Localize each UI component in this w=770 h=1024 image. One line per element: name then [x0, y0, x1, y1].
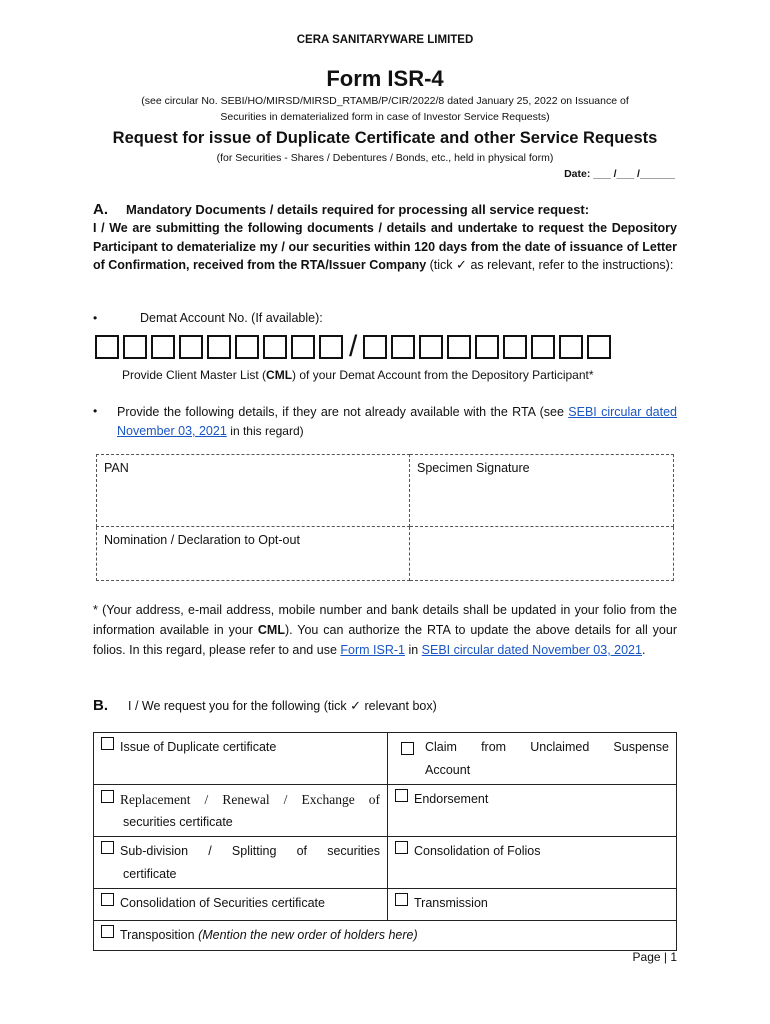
nomination-label: Nomination / Declaration to Opt-out	[104, 533, 300, 547]
section-b-heading-post: relevant box)	[364, 699, 437, 713]
option-replacement-label-1: Replacement / Renewal / Exchange of	[120, 792, 380, 807]
option-transposition-label: Transposition	[120, 928, 195, 942]
demat-digit-box[interactable]	[419, 335, 443, 359]
service-request-table	[93, 732, 677, 951]
section-a-heading	[93, 201, 589, 218]
option-duplicate[interactable]	[94, 733, 388, 785]
sebi-link-1-part-a: SEBI	[568, 405, 597, 419]
option-subdivision-label-1: Sub-division / Splitting of securities	[120, 844, 380, 858]
demat-digit-box[interactable]	[179, 335, 203, 359]
demat-digit-box[interactable]	[587, 335, 611, 359]
option-claim[interactable]	[388, 733, 677, 785]
specimen-signature-label: Specimen Signature	[417, 461, 530, 475]
nomination-cell[interactable]	[97, 527, 410, 581]
option-endorsement[interactable]	[388, 785, 677, 837]
company-name: CERA SANITARYWARE LIMITED	[296, 34, 474, 46]
section-b-heading	[93, 697, 437, 714]
checkbox-duplicate[interactable]	[101, 737, 114, 750]
option-transposition[interactable]	[94, 921, 677, 951]
option-consolidation-folios-label: Consolidation of Folios	[414, 844, 541, 858]
option-duplicate-label: Issue of Duplicate certificate	[120, 740, 277, 754]
checkbox-consolidation-securities[interactable]	[101, 893, 114, 906]
option-transmission[interactable]	[388, 889, 677, 921]
note-cml: CML	[257, 623, 285, 637]
details-table	[96, 454, 674, 581]
demat-digit-box[interactable]	[123, 335, 147, 359]
pan-label: PAN	[104, 461, 129, 475]
option-claim-label-1: Claim from Unclaimed Suspense	[425, 740, 669, 754]
address-note-paragraph	[93, 600, 677, 660]
demat-digit-box[interactable]	[447, 335, 471, 359]
request-title: Request for issue of Duplicate Certificate and other Service Requests	[112, 129, 658, 147]
note-in: in	[408, 643, 419, 657]
provide-details-suffix: in this regard)	[230, 424, 304, 438]
cml-post: ) of your Demat Account from the Depository Participant*	[292, 368, 594, 382]
pan-cell[interactable]	[97, 455, 410, 527]
demat-account-label: Demat Account No. (If available):	[140, 311, 323, 325]
sebi-link-1-part-b: circular dated November 03, 2021	[117, 405, 677, 438]
date-blank: ___ /___ /______	[593, 168, 675, 180]
note-text-mid: ). You can authorize the RTA to update the above details for all your folios. In this regard, please refer to and use	[93, 623, 677, 657]
circular-reference-line1: (see circular No. SEBI/HO/MIRSD/MIRSD_RTAMB/P/CIR/2022/8 dated January 25, 2022 on Issuance of	[141, 95, 629, 107]
cml-bold: CML	[266, 368, 293, 382]
provide-details-paragraph	[117, 403, 677, 441]
demat-digit-box[interactable]	[531, 335, 555, 359]
sebi-circular-link-2[interactable]	[422, 643, 642, 657]
date-field[interactable]	[564, 168, 675, 180]
option-replacement[interactable]	[94, 785, 388, 837]
checkbox-replacement[interactable]	[101, 790, 114, 803]
option-transmission-label: Transmission	[414, 896, 488, 910]
demat-digit-box[interactable]	[95, 335, 119, 359]
option-consolidation-securities-label: Consolidation of Securities certificate	[120, 896, 325, 910]
tick-note-post: as relevant, refer to the instructions):	[470, 258, 674, 272]
option-consolidation-folios[interactable]	[388, 837, 677, 889]
checkbox-claim[interactable]	[401, 742, 414, 755]
bullet-icon: •	[93, 404, 98, 418]
demat-digit-box[interactable]	[151, 335, 175, 359]
option-consolidation-securities[interactable]	[94, 889, 388, 921]
demat-digit-box[interactable]	[363, 335, 387, 359]
checkbox-subdivision[interactable]	[101, 841, 114, 854]
demat-digit-box[interactable]	[207, 335, 231, 359]
section-a-letter: A.	[93, 201, 108, 218]
securities-note: (for Securities - Shares / Debentures / Bonds, etc., held in physical form)	[216, 152, 554, 164]
option-subdivision[interactable]	[94, 837, 388, 889]
demat-digit-box[interactable]	[475, 335, 499, 359]
section-a-title: Mandatory Documents / details required for processing all service request:	[126, 202, 590, 217]
option-claim-label-2: Account	[425, 763, 471, 777]
date-label: Date:	[564, 168, 591, 180]
option-endorsement-label: Endorsement	[414, 792, 489, 806]
section-b-heading-pre: I / We request you for the following (tick	[128, 699, 347, 713]
demat-digit-box[interactable]	[319, 335, 343, 359]
checkmark-icon: ✓	[456, 257, 467, 272]
demat-digit-box[interactable]	[503, 335, 527, 359]
demat-digit-box[interactable]	[291, 335, 315, 359]
option-transposition-note: (Mention the new order of holders here)	[198, 928, 418, 942]
sebi-link-2-part-a: SEBI	[421, 643, 451, 657]
demat-digit-box[interactable]	[263, 335, 287, 359]
checkmark-icon: ✓	[350, 698, 362, 713]
cml-pre: Provide Client Master List (	[122, 368, 267, 382]
form-title: Form ISR-4	[326, 66, 444, 91]
option-replacement-label-2: securities certificate	[123, 815, 233, 829]
form-isr1-link[interactable]: Form ISR-1	[340, 643, 405, 657]
demat-digit-box[interactable]	[559, 335, 583, 359]
specimen-signature-cell[interactable]	[410, 455, 674, 527]
page-number: Page | 1	[632, 950, 677, 964]
empty-cell[interactable]	[410, 527, 674, 581]
tick-note-pre: (tick	[429, 258, 453, 272]
option-subdivision-label-2: certificate	[123, 867, 177, 881]
bullet-icon: •	[93, 311, 98, 325]
demat-digit-box[interactable]	[391, 335, 415, 359]
undertaking-text: I / We are submitting the following documents / details and undertake to request the Depository Participant to dematerialize my / our securities within 120 days from the date of issuance of Letter of Confirmation, received from the RTA/Issuer Company	[93, 221, 677, 272]
undertaking-paragraph	[93, 219, 677, 275]
checkbox-transmission[interactable]	[395, 893, 408, 906]
note-end: .	[641, 643, 646, 657]
cml-instruction	[122, 368, 594, 382]
section-b-letter: B.	[93, 697, 108, 714]
demat-separator: /	[349, 330, 358, 363]
checkbox-consolidation-folios[interactable]	[395, 841, 408, 854]
checkbox-transposition[interactable]	[101, 925, 114, 938]
checkbox-endorsement[interactable]	[395, 789, 408, 802]
demat-digit-box[interactable]	[235, 335, 259, 359]
note-text-pre: * (Your address, e-mail address, mobile number and bank details shall be updated in your folio from the information available in your	[93, 603, 677, 637]
demat-account-input[interactable]	[95, 330, 615, 364]
circular-reference-line2: Securities in dematerialized form in case of Investor Service Requests)	[220, 111, 550, 123]
sebi-link-2-part-b: circular dated November 03, 2021	[453, 643, 642, 657]
provide-details-text: Provide the following details, if they are not already available with the RTA (see	[117, 405, 564, 419]
